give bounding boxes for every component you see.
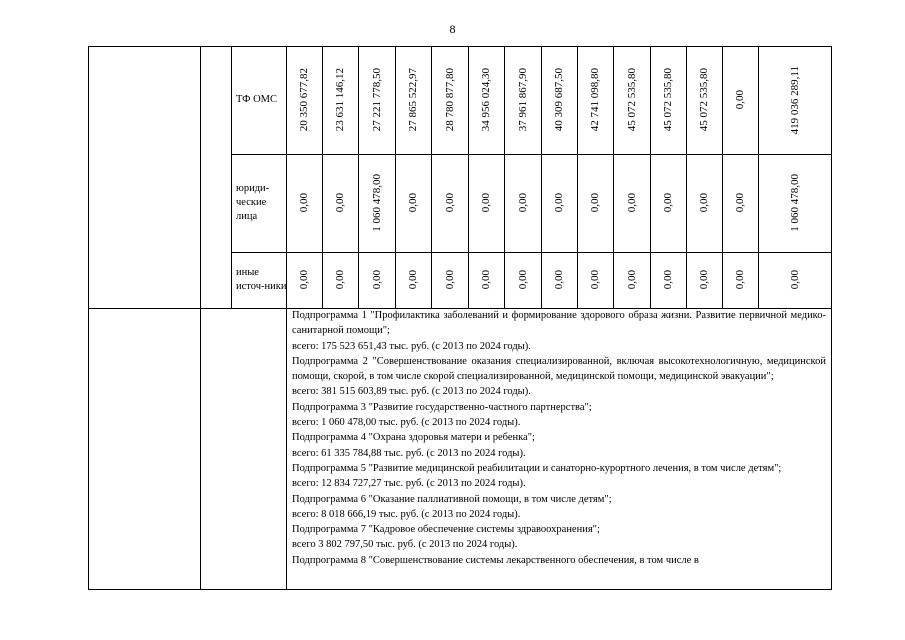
cell-value: 0,00 (589, 193, 601, 213)
column-divider-1 (200, 46, 201, 590)
description-line: Подпрограмма 7 "Кадровое обеспечение системы здравоохранения"; (292, 524, 600, 536)
table-cell (758, 252, 831, 308)
cell-value: 0,00 (443, 193, 456, 213)
cell-value: 0,00 (334, 193, 346, 213)
description-line: всего: 1 060 478,00 тыс. руб. (с 2013 по 2024 годы). (292, 417, 521, 429)
table-cell (468, 46, 504, 154)
table-cell (722, 252, 758, 308)
table-cell (758, 154, 831, 252)
table-cell (722, 46, 758, 154)
row-label: иные источ-ники (236, 267, 287, 292)
cell-value: 0,00 (553, 270, 565, 290)
cell-value: 42 741 098,80 (589, 68, 601, 132)
description-line: всего: 175 523 651,43 тыс. руб. (с 2013 по 2024 годы). (292, 340, 531, 352)
table-cell (504, 46, 541, 154)
cell-value: 40 309 687,50 (553, 68, 565, 132)
cell-value: 27 865 522,97 (407, 68, 419, 132)
cell-value: 1 060 478,00 (788, 174, 801, 232)
description-line: всего: 381 515 603,89 тыс. руб. (с 2013 по 2024 годы). (292, 386, 531, 398)
table-cell (468, 252, 504, 308)
cell-value: 419 036 289,11 (788, 65, 801, 135)
cell-value: 0,00 (625, 270, 638, 290)
table-cell (541, 154, 577, 252)
table-cell (722, 154, 758, 252)
table-cell (431, 46, 468, 154)
cell-value: 0,00 (734, 90, 746, 110)
cell-value: 0,00 (662, 193, 674, 213)
table-cell (613, 46, 650, 154)
table-cell (686, 252, 722, 308)
cell-value: 0,00 (698, 193, 710, 213)
cell-value: 0,00 (553, 193, 565, 213)
table-cell (286, 154, 322, 252)
cell-value: 0,00 (625, 193, 638, 213)
table-cell (286, 46, 322, 154)
cell-value: 0,00 (698, 270, 710, 290)
description-line: Подпрограмма 1 "Профилактика заболеваний и формирование здорового образа жизни. Развитие первичной медико-санитарной помощи"; (292, 310, 826, 337)
table-cell (613, 154, 650, 252)
label-column-divider (231, 46, 232, 308)
cell-value: 0,00 (662, 270, 674, 290)
cell-value: 0,00 (734, 270, 746, 290)
table-cell (577, 252, 613, 308)
cell-value: 45 072 535,80 (698, 68, 710, 132)
table-cell (395, 154, 431, 252)
cell-value: 0,00 (516, 193, 529, 213)
description-line: всего 3 802 797,50 тыс. руб. (с 2013 по 2024 годы). (292, 539, 518, 551)
cell-value: 0,00 (370, 270, 383, 290)
cell-value: 0,00 (334, 270, 346, 290)
table-cell (686, 46, 722, 154)
table-cell (541, 252, 577, 308)
cell-value: 0,00 (788, 270, 801, 290)
cell-value: 27 221 778,50 (370, 68, 383, 132)
description-line: Подпрограмма 8 "Совершенствование системы лекарственного обеспечения, в том числе в (292, 554, 699, 566)
table-cell (322, 252, 358, 308)
description-line: Подпрограмма 4 "Охрана здоровья матери и ребенка"; (292, 432, 535, 444)
cell-value: 45 072 535,80 (625, 68, 638, 132)
table-cell (468, 154, 504, 252)
table-cell (577, 46, 613, 154)
table-cell (650, 154, 686, 252)
cell-value: 0,00 (443, 270, 456, 290)
table-cell (613, 252, 650, 308)
description-line: Подпрограмма 3 "Развитие государственно-частного партнерства"; (292, 401, 592, 413)
table-cell (577, 154, 613, 252)
cell-value: 34 956 024,30 (480, 68, 492, 132)
cell-value: 0,00 (516, 270, 529, 290)
cell-value: 0,00 (734, 193, 746, 213)
table-cell (395, 46, 431, 154)
cell-value: 28 780 877,80 (443, 68, 456, 132)
cell-value: 0,00 (480, 193, 492, 213)
cell-value: 0,00 (480, 270, 492, 290)
financing-table (88, 46, 832, 590)
table-cell (322, 154, 358, 252)
table-cell (504, 252, 541, 308)
description-line: Подпрограмма 5 "Развитие медицинской реабилитации и санаторно-курортного лечения, в том числе детям"; (292, 462, 782, 474)
table-border-left (88, 46, 89, 590)
cell-value: 1 060 478,00 (370, 174, 383, 232)
cell-value: 0,00 (407, 193, 419, 213)
table-cell (758, 46, 831, 154)
cell-value: 0,00 (298, 193, 310, 213)
description-line: Подпрограмма 2 "Совершенствование оказания специализированной, включая высокотехнологичную, медицинской помощи, скорой, в том числе скорой специализированной, медицинской помощи, медицинской эвакуации"; (292, 355, 826, 383)
table-cell (650, 252, 686, 308)
table-cell (541, 46, 577, 154)
table-cell (358, 252, 395, 308)
table-cell (322, 46, 358, 154)
cell-value: 45 072 535,80 (662, 68, 674, 132)
table-cell (504, 154, 541, 252)
table-cell (395, 252, 431, 308)
table-cell (286, 252, 322, 308)
table-cell (686, 154, 722, 252)
table-cell (358, 46, 395, 154)
cell-value: 0,00 (298, 270, 310, 290)
row-label: ТФ ОМС (236, 94, 278, 105)
table-cell (431, 252, 468, 308)
description-line: всего: 61 335 784,88 тыс. руб. (с 2013 по 2024 годы). (292, 447, 526, 459)
cell-value: 0,00 (589, 270, 601, 290)
description-line: всего: 8 018 666,19 тыс. руб. (с 2013 по 2024 годы). (292, 508, 521, 520)
table-border-right (831, 46, 832, 590)
table-cell (358, 154, 395, 252)
subprogram-description (292, 308, 826, 568)
table-cell (650, 46, 686, 154)
cell-value: 23 631 146,12 (334, 68, 346, 132)
description-line: Подпрограмма 6 "Оказание паллиативной помощи, в том числе детям"; (292, 493, 612, 505)
cell-value: 20 350 677,82 (298, 68, 310, 132)
cell-value: 0,00 (407, 270, 419, 290)
row-label: юриди-ческие лица (236, 183, 270, 222)
table-cell (431, 154, 468, 252)
page-number: 8 (449, 22, 456, 36)
cell-value: 37 961 867,90 (516, 68, 529, 132)
description-line: всего: 12 834 727,27 тыс. руб. (с 2013 по 2024 годы). (292, 478, 526, 490)
